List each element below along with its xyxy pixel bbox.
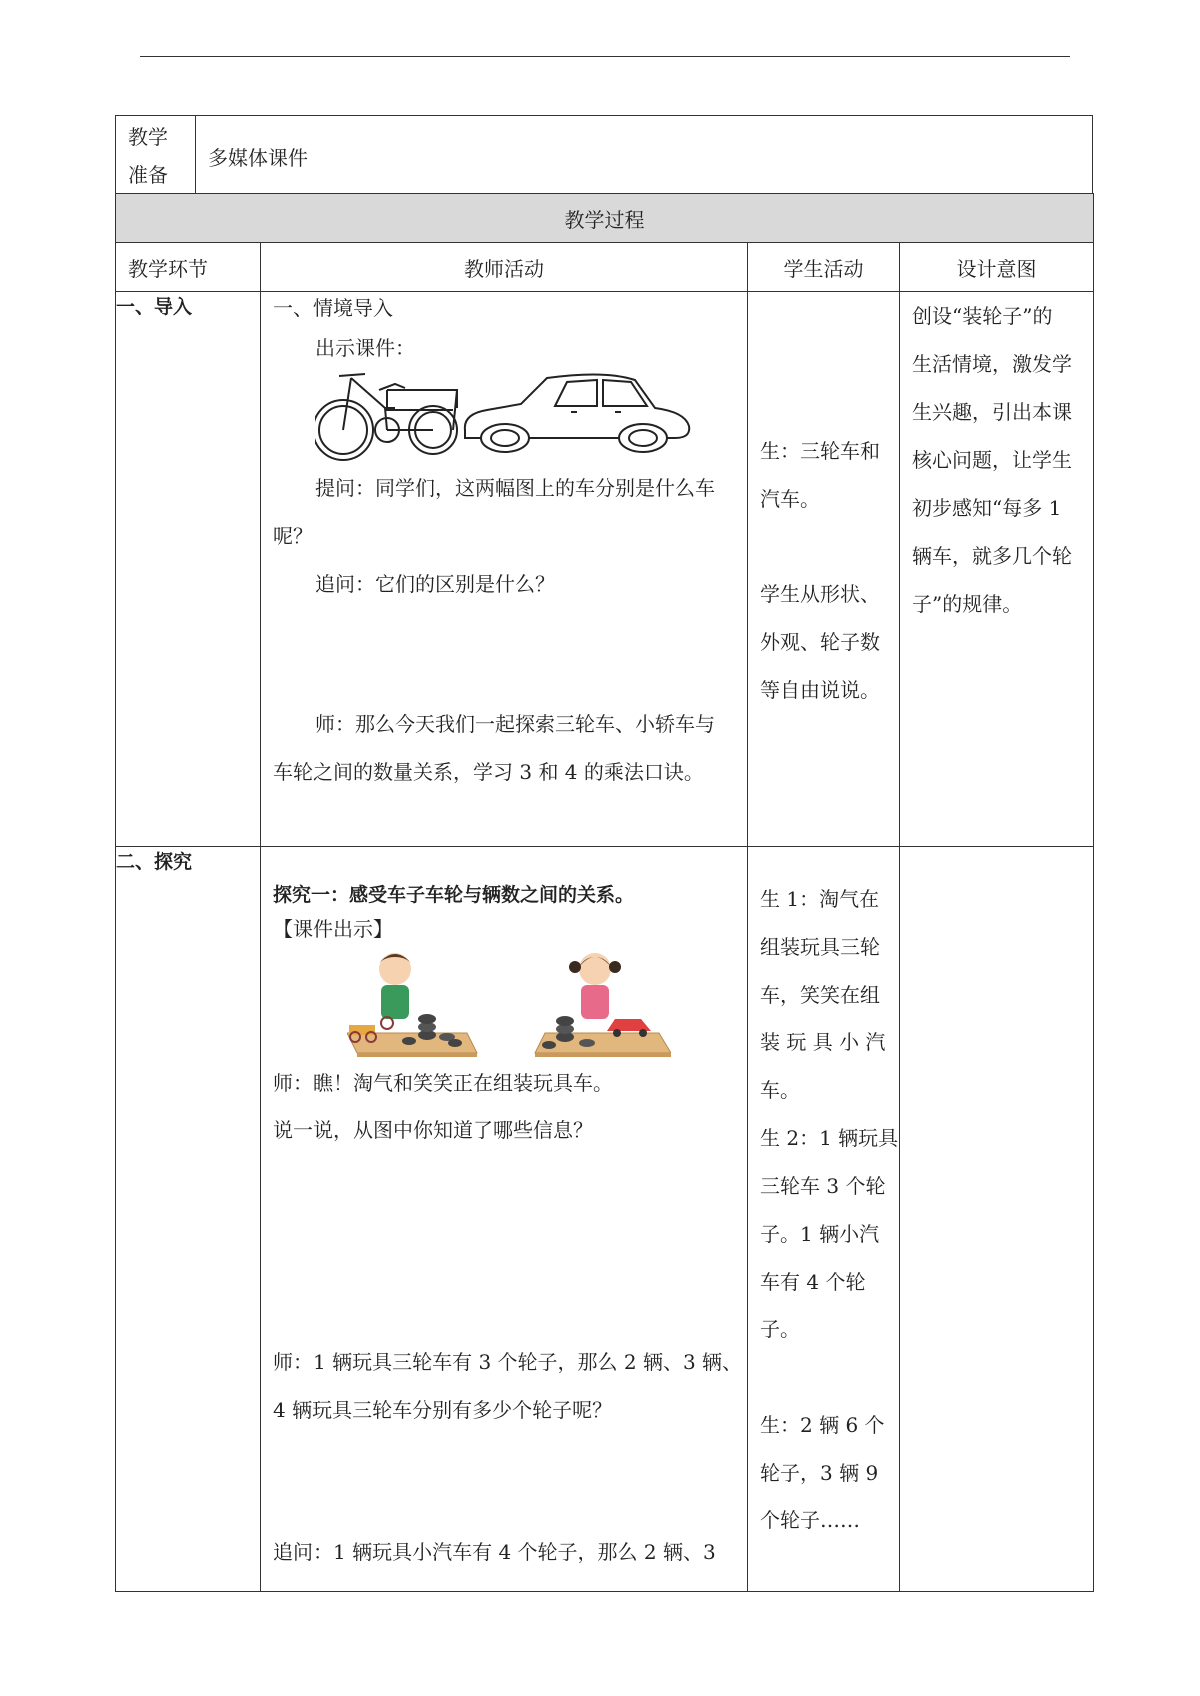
explore-heading: 探究一：感受车子车轮与辆数之间的关系。 bbox=[273, 884, 635, 906]
prep-label bbox=[116, 116, 196, 195]
student-explore-line: 装 玩 具 小 汽 bbox=[760, 1030, 886, 1054]
stage-explore: 二、探究 bbox=[116, 847, 261, 1592]
student-explore-line: 个轮子…… bbox=[760, 1508, 860, 1532]
prep-label-line1: 教学 bbox=[128, 125, 168, 149]
student-explore-line: 车，笑笑在组 bbox=[760, 983, 880, 1007]
design-intro-line: 生活情境，激发学 bbox=[912, 352, 1072, 376]
teacher-intro-line: 车轮之间的数量关系，学习 3 和 4 的乘法口诀。 bbox=[273, 760, 704, 784]
student-intro-line: 等自由说说。 bbox=[760, 678, 880, 702]
prep-value: 多媒体课件 bbox=[196, 116, 1093, 195]
col-head-stage: 教学环节 bbox=[116, 243, 261, 292]
student-intro-line: 生：三轮车和 bbox=[760, 439, 880, 463]
student-intro-line: 汽车。 bbox=[760, 487, 820, 511]
teacher-intro-line: 师：那么今天我们一起探索三轮车、小轿车与 bbox=[315, 712, 715, 736]
teacher-intro-line: 呢？ bbox=[273, 524, 313, 548]
teacher-explore-line: 4 辆玩具三轮车分别有多少个轮子呢？ bbox=[273, 1398, 613, 1422]
tricycle-car-illustration bbox=[315, 368, 705, 464]
design-intro-line: 子”的规律。 bbox=[912, 592, 1023, 616]
teacher-explore-cell bbox=[261, 847, 748, 1592]
section-explore-row bbox=[116, 847, 1094, 1592]
stage-intro: 一、导入 bbox=[116, 292, 261, 847]
teaching-prep-table bbox=[115, 115, 1093, 195]
teacher-intro-cell bbox=[261, 292, 748, 847]
student-explore-line: 生：2 辆 6 个 bbox=[760, 1413, 885, 1437]
girl-car-scene bbox=[535, 953, 671, 1057]
teacher-intro-line: 一、情境导入 bbox=[273, 296, 393, 320]
col-head-design: 设计意图 bbox=[900, 243, 1094, 292]
section-intro-row bbox=[116, 292, 1094, 847]
col-head-teacher: 教师活动 bbox=[261, 243, 748, 292]
design-intro-line: 辆车，就多几个轮 bbox=[912, 544, 1072, 568]
prep-label-line2: 准备 bbox=[128, 163, 168, 187]
car-drawing bbox=[465, 374, 689, 452]
student-explore-line: 三轮车 3 个轮 bbox=[760, 1174, 886, 1198]
teaching-process-table bbox=[115, 193, 1094, 1592]
teacher-explore-line: 【课件出示】 bbox=[273, 917, 393, 941]
teacher-explore-line: 师：瞧！淘气和笑笑正在组装玩具车。 bbox=[273, 1071, 613, 1095]
boy-tricycle-scene bbox=[347, 953, 477, 1057]
student-explore-line: 子。1 辆小汽 bbox=[760, 1222, 880, 1246]
teacher-intro-line: 出示课件： bbox=[315, 336, 415, 360]
student-explore-line: 生 2：1 辆玩具 bbox=[760, 1126, 899, 1150]
student-explore-line: 生 1：淘气在 bbox=[760, 887, 880, 911]
teacher-explore-line: 师：1 辆玩具三轮车有 3 个轮子，那么 2 辆、3 辆、 bbox=[273, 1350, 743, 1374]
student-explore-line: 车有 4 个轮 bbox=[760, 1270, 866, 1294]
design-explore-cell bbox=[900, 847, 1094, 1592]
student-intro-line: 外观、轮子数 bbox=[760, 630, 880, 654]
teacher-explore-line: 说一说，从图中你知道了哪些信息？ bbox=[273, 1118, 593, 1142]
teacher-intro-line: 追问：它们的区别是什么？ bbox=[315, 572, 555, 596]
design-intro-line: 生兴趣，引出本课 bbox=[912, 400, 1072, 424]
student-explore-line: 车。 bbox=[760, 1078, 800, 1102]
design-intro-line: 核心问题，让学生 bbox=[912, 448, 1072, 472]
process-title: 教学过程 bbox=[116, 194, 1094, 243]
student-explore-cell bbox=[748, 847, 900, 1592]
student-explore-line: 轮子，3 辆 9 bbox=[760, 1461, 879, 1485]
col-head-student: 学生活动 bbox=[748, 243, 900, 292]
teacher-explore-line: 追问：1 辆玩具小汽车有 4 个轮子，那么 2 辆、3 bbox=[273, 1540, 716, 1564]
design-intro-cell bbox=[900, 292, 1094, 847]
student-intro-line: 学生从形状、 bbox=[760, 582, 880, 606]
children-assembling-toys-illustration bbox=[347, 949, 671, 1061]
student-explore-line: 组装玩具三轮 bbox=[760, 935, 880, 959]
design-intro-line: 初步感知“每多 1 bbox=[912, 496, 1062, 520]
design-intro-line: 创设“装轮子”的 bbox=[912, 304, 1053, 328]
teacher-intro-line: 提问：同学们，这两幅图上的车分别是什么车 bbox=[315, 476, 715, 500]
header-rule bbox=[140, 56, 1070, 57]
tricycle-drawing bbox=[315, 374, 457, 460]
student-explore-line: 子。 bbox=[760, 1317, 800, 1341]
student-intro-cell bbox=[748, 292, 900, 847]
